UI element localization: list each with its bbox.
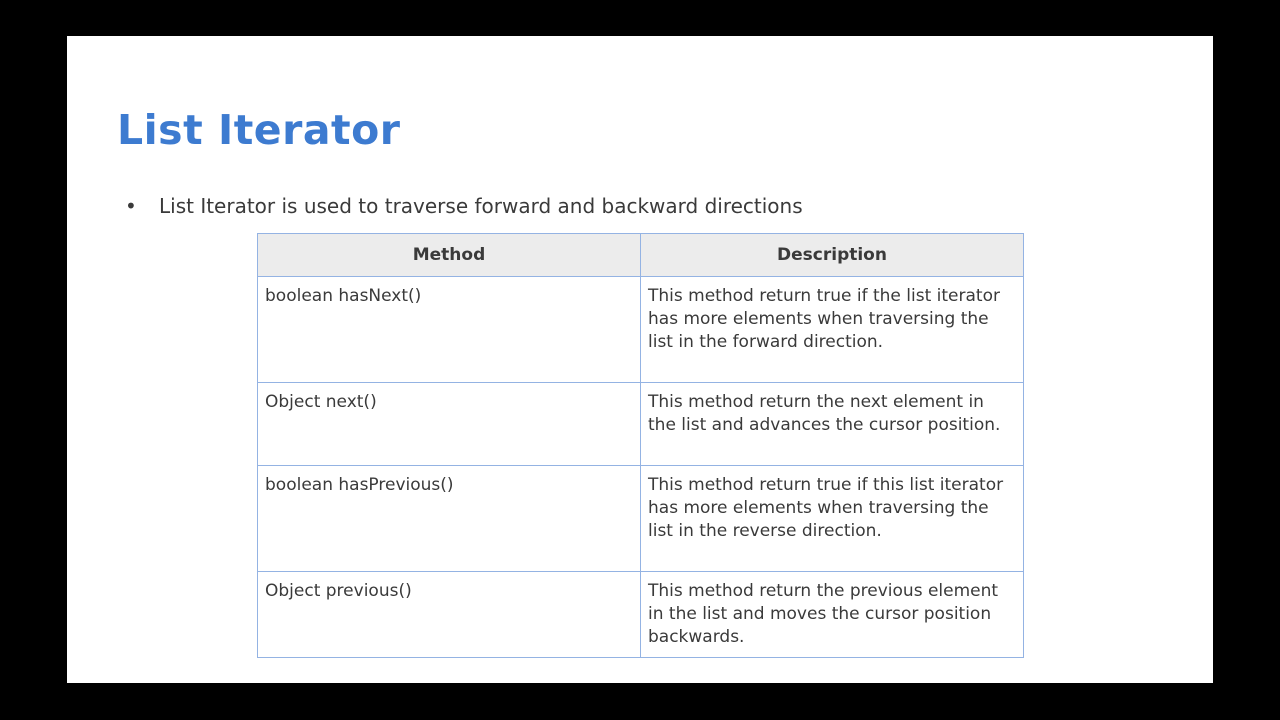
method-cell: boolean hasPrevious() xyxy=(258,466,641,572)
table-row xyxy=(258,466,1024,572)
header-method: Method xyxy=(258,234,641,277)
method-cell: Object next() xyxy=(258,383,641,466)
table-row xyxy=(258,383,1024,466)
description-cell: This method return true if this list iterator has more elements when traversing the list in the reverse direction. xyxy=(641,466,1024,572)
description-cell: This method return the previous element in the list and moves the cursor position backwards. xyxy=(641,572,1024,658)
bullet-text: List Iterator is used to traverse forward and backward directions xyxy=(159,194,803,218)
table-row xyxy=(258,277,1024,383)
slide-title: List Iterator xyxy=(117,106,401,154)
header-description: Description xyxy=(641,234,1024,277)
description-cell: This method return true if the list iterator has more elements when traversing the list in the forward direction. xyxy=(641,277,1024,383)
table-header-row xyxy=(258,234,1024,277)
bullet-point xyxy=(125,194,803,218)
description-cell: This method return the next element in the list and advances the cursor position. xyxy=(641,383,1024,466)
bullet-icon: • xyxy=(125,194,137,218)
methods-table xyxy=(257,233,1024,658)
slide xyxy=(67,36,1213,683)
table-row xyxy=(258,572,1024,658)
method-cell: Object previous() xyxy=(258,572,641,658)
method-cell: boolean hasNext() xyxy=(258,277,641,383)
